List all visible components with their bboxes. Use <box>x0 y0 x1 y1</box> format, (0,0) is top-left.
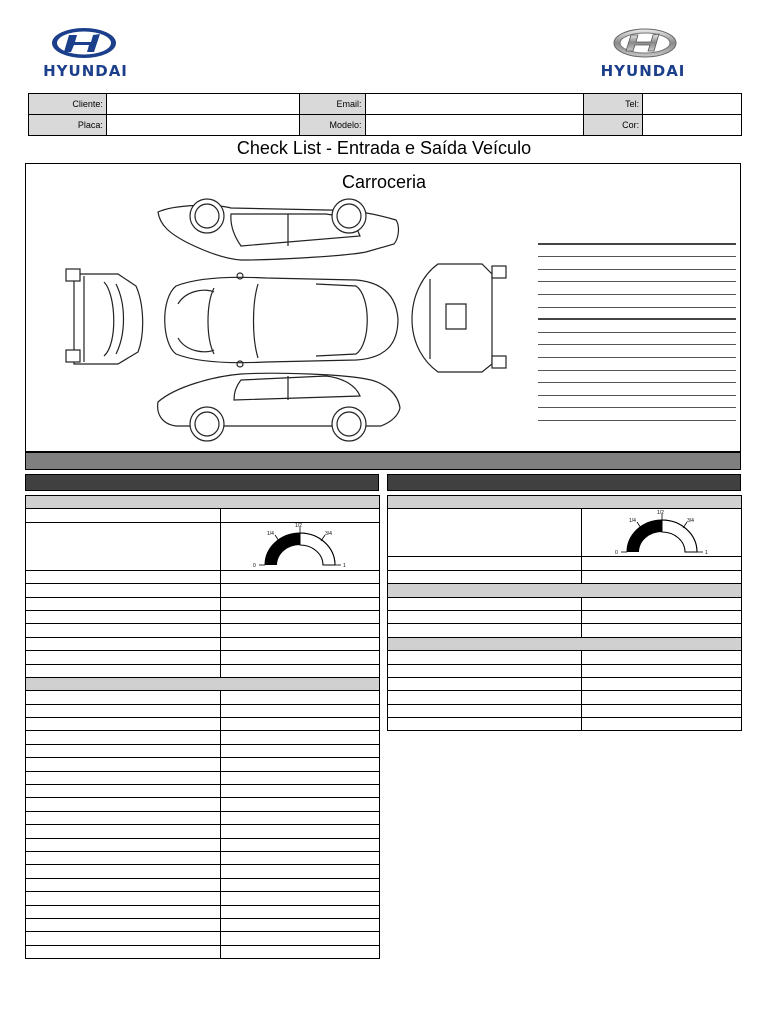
item-cell[interactable] <box>26 878 221 891</box>
placa-field[interactable] <box>106 115 299 136</box>
status-cell[interactable] <box>221 811 380 824</box>
cor-label: Cor: <box>584 115 643 136</box>
note-line[interactable] <box>538 245 736 258</box>
status-cell[interactable] <box>221 758 380 771</box>
item-cell[interactable] <box>26 785 221 798</box>
checklist-row <box>26 771 380 784</box>
checklist-row <box>26 610 380 623</box>
checklist-row <box>388 597 742 610</box>
item-cell[interactable] <box>388 610 582 623</box>
item-cell[interactable] <box>26 570 221 583</box>
status-cell[interactable] <box>582 651 742 664</box>
note-line[interactable] <box>538 270 736 283</box>
cliente-label: Cliente: <box>29 94 107 115</box>
item-cell[interactable] <box>388 624 582 637</box>
status-cell[interactable] <box>221 932 380 945</box>
status-cell[interactable] <box>582 624 742 637</box>
subsection-header <box>388 496 742 509</box>
checklist-row <box>26 892 380 905</box>
left-checklist-table <box>25 495 380 959</box>
vehicle-info-row <box>29 115 742 136</box>
checklist-row <box>26 838 380 851</box>
fuel-gauge-row <box>388 509 742 557</box>
item-cell[interactable] <box>26 798 221 811</box>
status-cell[interactable] <box>582 557 742 570</box>
checklist-row <box>388 677 742 690</box>
checklist-row <box>26 798 380 811</box>
note-line[interactable] <box>538 333 736 346</box>
note-line[interactable] <box>538 308 736 321</box>
status-cell[interactable] <box>582 718 742 731</box>
item-cell[interactable] <box>26 905 221 918</box>
item-cell[interactable] <box>388 509 582 557</box>
car-front-view <box>66 269 143 364</box>
damage-notes-lines[interactable] <box>538 232 736 421</box>
status-cell[interactable] <box>221 624 380 637</box>
fuel-tick-full: 1 <box>343 563 346 570</box>
brand-wordmark: HYUNDAI <box>600 62 686 80</box>
note-line[interactable] <box>538 358 736 371</box>
status-cell[interactable] <box>221 704 380 717</box>
item-cell[interactable] <box>388 570 582 583</box>
status-cell[interactable] <box>221 584 380 597</box>
status-cell[interactable] <box>221 905 380 918</box>
status-cell[interactable] <box>582 664 742 677</box>
item-cell[interactable] <box>388 664 582 677</box>
subsection-header <box>26 496 380 509</box>
checklist-row <box>388 691 742 704</box>
status-cell[interactable] <box>221 878 380 891</box>
note-line[interactable] <box>538 345 736 358</box>
status-cell[interactable] <box>221 731 380 744</box>
checklist-row <box>26 718 380 731</box>
fuel-gauge-cell[interactable] <box>582 509 742 557</box>
checklist-row <box>26 905 380 918</box>
item-cell[interactable] <box>26 597 221 610</box>
checklist-row <box>388 570 742 583</box>
checklist-row <box>26 651 380 664</box>
fuel-tick-full: 1 <box>704 549 708 556</box>
client-info-table <box>28 93 742 136</box>
item-cell[interactable] <box>26 610 221 623</box>
note-line[interactable] <box>538 232 736 245</box>
status-cell[interactable] <box>221 637 380 650</box>
subsection-header <box>26 677 380 690</box>
status-cell[interactable] <box>582 704 742 717</box>
item-cell[interactable] <box>26 771 221 784</box>
car-side-top-view <box>158 199 398 260</box>
fuel-tick-0: 0 <box>253 563 256 570</box>
note-line[interactable] <box>538 257 736 270</box>
fuel-gauge-icon[interactable] <box>607 510 717 556</box>
fuel-tick-quarter: 1/4 <box>628 517 636 524</box>
status-cell[interactable] <box>221 785 380 798</box>
fuel-gauge-row <box>26 522 380 570</box>
checklist-row <box>26 811 380 824</box>
item-cell[interactable] <box>388 557 582 570</box>
checklist-row <box>26 878 380 891</box>
tel-label: Tel: <box>584 94 643 115</box>
fuel-gauge-cell[interactable] <box>221 522 380 570</box>
item-cell[interactable] <box>26 892 221 905</box>
item-cell[interactable] <box>26 758 221 771</box>
status-cell[interactable] <box>582 570 742 583</box>
status-cell[interactable] <box>221 651 380 664</box>
item-cell[interactable] <box>388 718 582 731</box>
item-cell[interactable] <box>388 651 582 664</box>
status-cell[interactable] <box>582 610 742 623</box>
checklist-row <box>388 704 742 717</box>
checklist-row <box>26 918 380 931</box>
checklist-row <box>26 704 380 717</box>
hyundai-emblem-icon <box>37 26 131 62</box>
item-cell[interactable] <box>388 704 582 717</box>
checklist-row <box>26 945 380 958</box>
page-title: Check List - Entrada e Saída Veículo <box>236 138 532 158</box>
car-diagram-icon[interactable] <box>26 164 526 453</box>
hyundai-logo-right <box>596 26 690 80</box>
cliente-field[interactable] <box>106 94 299 115</box>
item-cell[interactable] <box>26 865 221 878</box>
item-cell[interactable] <box>26 825 221 838</box>
checklist-row <box>388 624 742 637</box>
brand-wordmark: HYUNDAI <box>43 62 128 80</box>
car-rear-view <box>412 264 506 372</box>
subsection-header <box>388 637 742 650</box>
car-side-bottom-view <box>158 373 400 441</box>
item-cell[interactable] <box>26 691 221 704</box>
subsection-header <box>388 584 742 597</box>
fuel-tick-three-quarter: 3/4 <box>325 531 332 538</box>
tel-field[interactable] <box>643 94 742 115</box>
status-cell[interactable] <box>221 865 380 878</box>
item-cell[interactable] <box>26 811 221 824</box>
item-cell[interactable] <box>388 677 582 690</box>
item-cell[interactable] <box>26 664 221 677</box>
client-info-row <box>29 94 742 115</box>
item-cell[interactable] <box>26 918 221 931</box>
status-cell[interactable] <box>221 597 380 610</box>
status-cell[interactable] <box>221 825 380 838</box>
status-cell[interactable] <box>221 691 380 704</box>
item-cell[interactable] <box>26 624 221 637</box>
placa-label: Placa: <box>29 115 107 136</box>
item-cell[interactable] <box>26 651 221 664</box>
item-cell[interactable] <box>26 945 221 958</box>
checklist-row <box>388 718 742 731</box>
checklist-row <box>388 557 742 570</box>
status-cell[interactable] <box>221 744 380 757</box>
status-cell[interactable] <box>221 664 380 677</box>
right-section-header <box>387 474 741 491</box>
email-field[interactable] <box>365 94 584 115</box>
status-cell[interactable] <box>582 691 742 704</box>
checklist-row <box>26 637 380 650</box>
fuel-tick-quarter: 1/4 <box>267 531 274 538</box>
note-line[interactable] <box>538 371 736 384</box>
status-cell[interactable] <box>221 851 380 864</box>
checklist-row <box>26 785 380 798</box>
status-cell[interactable] <box>221 892 380 905</box>
modelo-field[interactable] <box>365 115 584 136</box>
item-cell[interactable] <box>26 522 221 570</box>
item-cell[interactable] <box>26 637 221 650</box>
status-cell[interactable] <box>221 945 380 958</box>
status-cell[interactable] <box>582 597 742 610</box>
checklist-row <box>26 825 380 838</box>
status-cell[interactable] <box>221 838 380 851</box>
status-cell[interactable] <box>582 677 742 690</box>
item-cell[interactable] <box>388 691 582 704</box>
email-label: Email: <box>299 94 365 115</box>
left-section-header <box>25 474 379 491</box>
checklist-row <box>388 664 742 677</box>
checklist-row <box>26 509 380 522</box>
item-cell[interactable] <box>26 838 221 851</box>
status-cell[interactable] <box>221 570 380 583</box>
checklist-row <box>26 691 380 704</box>
status-cell[interactable] <box>221 798 380 811</box>
bodywork-panel <box>25 163 741 452</box>
bodywork-title: Carroceria <box>341 172 427 192</box>
note-line[interactable] <box>538 320 736 333</box>
car-top-view <box>165 273 398 367</box>
checklist-row <box>26 597 380 610</box>
checklist-row <box>26 758 380 771</box>
item-cell[interactable] <box>26 704 221 717</box>
section-divider-bar <box>25 452 741 470</box>
item-cell[interactable] <box>26 718 221 731</box>
checklist-row <box>388 610 742 623</box>
item-cell[interactable] <box>26 509 221 522</box>
fuel-tick-0: 0 <box>614 549 618 556</box>
status-cell[interactable] <box>221 771 380 784</box>
fuel-tick-half: 1/2 <box>656 509 664 516</box>
note-line[interactable] <box>538 295 736 308</box>
checklist-row <box>26 624 380 637</box>
checklist-row <box>26 731 380 744</box>
checklist-row <box>26 865 380 878</box>
item-cell[interactable] <box>26 584 221 597</box>
status-cell[interactable] <box>221 718 380 731</box>
status-cell[interactable] <box>221 918 380 931</box>
fuel-tick-three-quarter: 3/4 <box>686 517 694 524</box>
checklist-row <box>388 651 742 664</box>
checklist-row <box>26 932 380 945</box>
status-cell[interactable] <box>221 610 380 623</box>
cor-field[interactable] <box>643 115 742 136</box>
note-line[interactable] <box>538 282 736 295</box>
fuel-tick-half: 1/2 <box>295 523 302 530</box>
note-line[interactable] <box>538 383 736 396</box>
status-cell[interactable] <box>221 509 380 522</box>
hyundai-chrome-emblem-icon <box>596 26 690 62</box>
right-checklist-table <box>387 495 742 731</box>
modelo-label: Modelo: <box>299 115 365 136</box>
item-cell[interactable] <box>26 851 221 864</box>
checklist-row <box>26 570 380 583</box>
item-cell[interactable] <box>26 744 221 757</box>
note-line[interactable] <box>538 408 736 421</box>
checklist-row <box>26 664 380 677</box>
checklist-row <box>26 851 380 864</box>
item-cell[interactable] <box>26 731 221 744</box>
hyundai-logo-left <box>40 26 131 80</box>
fuel-gauge-icon[interactable] <box>245 523 355 569</box>
item-cell[interactable] <box>26 932 221 945</box>
checklist-row <box>26 584 380 597</box>
note-line[interactable] <box>538 396 736 409</box>
checklist-row <box>26 744 380 757</box>
item-cell[interactable] <box>388 597 582 610</box>
